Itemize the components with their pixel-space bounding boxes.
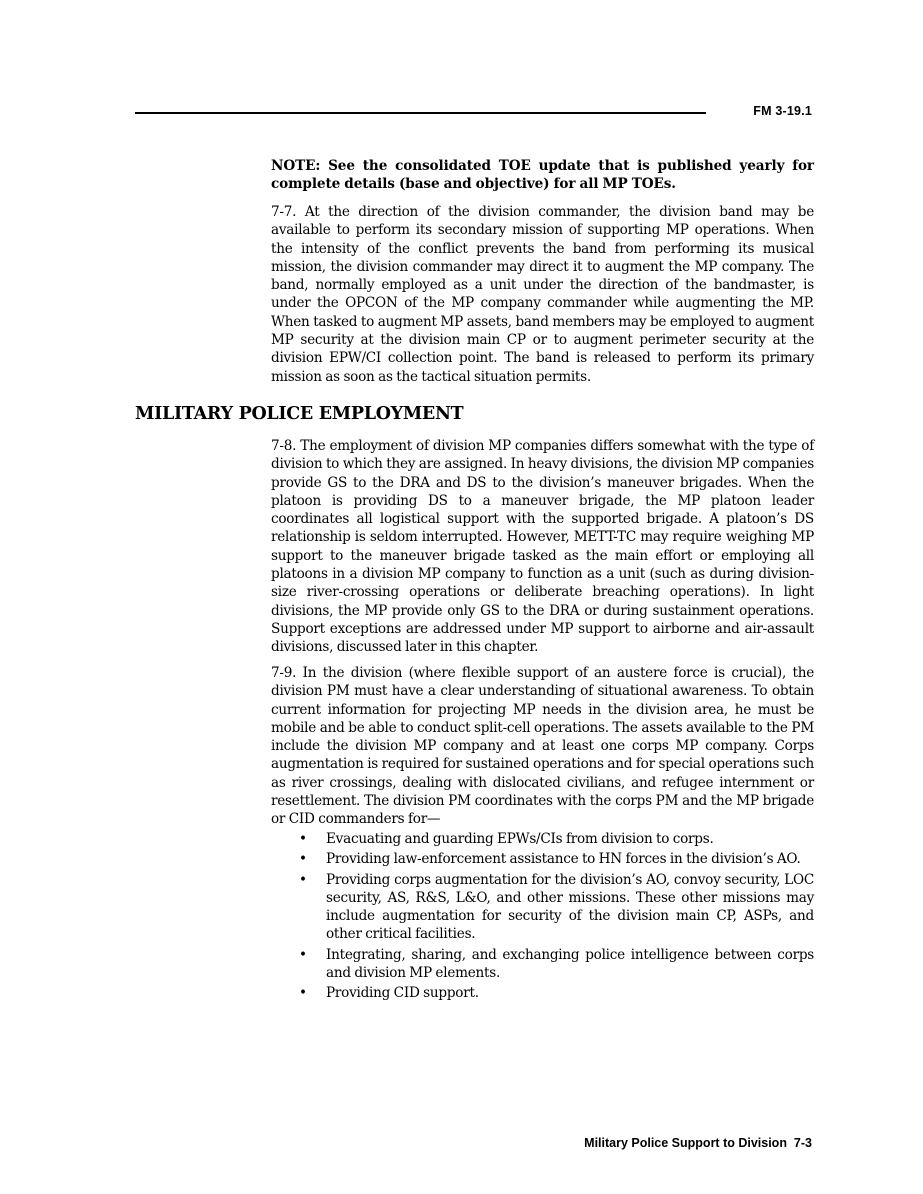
header-doc-id: FM 3-19.1	[753, 104, 812, 118]
list-item-text: Integrating, sharing, and exchanging police intelligence between corps and division MP elements.	[326, 946, 814, 982]
footer-chapter-title: Military Police Support to Division	[584, 1136, 787, 1150]
list-item	[271, 984, 814, 1002]
list-item	[271, 946, 814, 983]
paragraph-7-8: 7-8. The employment of division MP companies differs somewhat with the type of division to which they are assigned. In heavy divisions, the division MP companies provide GS to the DRA and DS to the division’s maneuver brigades. When the platoon is providing DS to a maneuver brigade, the MP platoon leader coordinates all logistical support with the supported brigade. A platoon’s DS relationship is seldom interrupted. However, METT-TC may require weighing MP support to the maneuver brigade tasked as the main effort or employing all platoons in a division MP company to function as a unit (such as during division-size river-crossing operations or deliberate breaching operations). In light divisions, the MP provide only GS to the DRA or during sustainment operations. Support exceptions are addressed under MP support to airborne and air-assault divisions, discussed later in this chapter.	[271, 438, 814, 656]
bullet-icon: •	[299, 851, 307, 868]
bullet-list	[271, 830, 814, 1003]
list-item-text: Providing law-enforcement assistance to HN forces in the division’s AO.	[326, 851, 801, 868]
paragraph-7-9: 7-9. In the division (where flexible support of an austere force is crucial), the division PM must have a clear understanding of situational awareness. To obtain current information for projecting MP needs in the division area, he must be mobile and be able to conduct split-cell operations. The assets available to the PM include the division MP company and at least one corps MP company. Corps augmentation is required for sustained operations and for special operations such as river crossings, dealing with dislocated civilians, and refugee internment or resettlement. The division PM coordinates with the corps PM and the MP brigade or CID commanders for—	[271, 665, 814, 828]
bullet-icon: •	[299, 871, 307, 888]
bullet-icon: •	[299, 831, 307, 847]
page-footer	[584, 1136, 812, 1150]
list-item-text: Evacuating and guarding EPWs/CIs from division to corps.	[326, 831, 714, 847]
bullet-list-container	[271, 830, 814, 1005]
list-item-text: Providing CID support.	[326, 985, 479, 1002]
list-item	[271, 830, 814, 848]
bullet-icon: •	[299, 985, 307, 1002]
list-item-text: Providing corps augmentation for the division’s AO, convoy security, LOC security, AS, R&S, L&O, and other missions. These other missions may include augmentation for security of the division main CP, ASPs, and other critical facilities.	[326, 871, 814, 943]
list-item	[271, 871, 814, 944]
header-rule	[135, 112, 706, 114]
note-paragraph: NOTE: See the consolidated TOE update that is published yearly for complete details (base and objective) for all MP TOEs.	[271, 158, 814, 193]
bullet-icon: •	[299, 946, 307, 963]
footer-page-number: 7-3	[793, 1136, 812, 1150]
section-heading: MILITARY POLICE EMPLOYMENT	[135, 404, 464, 424]
paragraph-7-7: 7-7. At the direction of the division commander, the division band may be available to perform its secondary mission of supporting MP operations. When the intensity of the conflict prevents the band from performing its musical mission, the division commander may direct it to augment the MP company. The band, normally employed as a unit under the direction of the bandmaster, is under the OPCON of the MP company commander while augmenting the MP. When tasked to augment MP assets, band members may be employed to augment MP security at the division main CP or to augment perimeter security at the division EPW/CI collection point. The band is released to perform its primary mission as soon as the tactical situation permits.	[271, 204, 814, 385]
list-item	[271, 850, 814, 868]
